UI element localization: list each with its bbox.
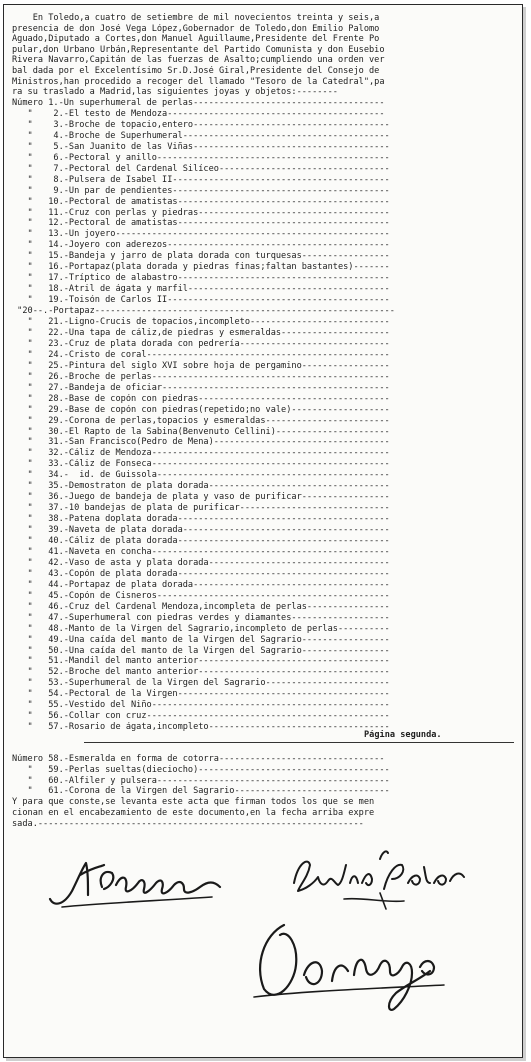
items-line: " 31.-San Francisco(Pedro de Mena)----------------------------------: [12, 437, 390, 448]
items-line: " 6.-Pectoral y anillo---------------------------------------------: [12, 152, 390, 163]
items-line: " 15.-Bandeja y jarro de plata dorada con turquesas-----------------: [12, 251, 390, 262]
items-line: " 10.-Pectoral de amatistas-----------------------------------------: [12, 196, 390, 207]
items-line: " 42.-Vaso de asta y plata dorada-----------------------------------: [12, 557, 390, 568]
items-line: " 24.-Cristo de coral-----------------------------------------------: [12, 349, 390, 360]
items-line: " 56.-Collar con cruz-----------------------------------------------: [12, 711, 390, 722]
items-line: " 50.-Una caída del manto de la Virgen del Sagrario-----------------: [12, 645, 390, 656]
items2-line: " 61.-Corona de la Virgen del Sagrario------------------------------: [12, 786, 390, 797]
items-line: " 39.-Naveta de plata dorada----------------------------------------: [12, 525, 390, 536]
page-marker-rule: [84, 742, 514, 743]
closing-line: cionan en el encabezamiento de este documento,en la fecha arriba expre: [12, 807, 375, 818]
intro-line: En Toledo,a cuatro de setiembre de mil novecientos treinta y seis,a: [12, 13, 380, 23]
signature-bottom: [224, 905, 464, 1015]
items-line: " 12.-Pectoral de amatistas-----------------------------------------: [12, 218, 390, 229]
items-line: " 45.-Copón de Cisneros---------------------------------------------: [12, 590, 390, 601]
items-line: " 9.-Un par de pendientes------------------------------------------: [12, 185, 390, 196]
intro-line: ra su traslado a Madrid,las siguientes joyas y objetos:--------: [12, 87, 338, 98]
items-line: " 49.-Una caída del manto de la Virgen del Sagrario-----------------: [12, 634, 390, 645]
items-line: " 18.-Atril de ágata y marfil---------------------------------------: [12, 284, 390, 295]
items-line: " 28.-Base de copón con piedras-------------------------------------: [12, 393, 390, 404]
items-line: " 52.-Broche del manto anterior-------------------------------------: [12, 667, 390, 678]
items-line: " 57.-Rosario de ágata,incompleto-----------------------------------: [12, 722, 390, 733]
items-line: " 27.-Bandeja de oficiar--------------------------------------------: [12, 382, 390, 393]
closing-line: Y para que conste,se levanta este acta que firman todos los que se men: [12, 797, 375, 807]
items-line: " 8.-Pulsera de Isabel II------------------------------------------: [12, 174, 390, 185]
intro-line: Rivera Navarro,Capitán de las fuerzas de Asalto;cumpliendo una orden ver: [12, 55, 385, 66]
items-line: " 29.-Corona de perlas,topacios y esmeraldas------------------------: [12, 415, 390, 426]
items2-line: " 60.-Alfiler y pulsera---------------------------------------------: [12, 775, 390, 786]
items-line: " 36.-Juego de bandeja de plata y vaso de purificar-----------------: [12, 492, 390, 503]
items-line: Número 1.-Un superhumeral de perlas-------------------------------------: [12, 98, 385, 108]
items2-line: " 59.-Perlas sueltas(dieciocho)-------------------------------------: [12, 764, 390, 775]
items-line: " 47.-Superhumeral con piedras verdes y diamantes-------------------: [12, 612, 390, 623]
items-line: " 19.-Toisón de Carlos II-------------------------------------------: [12, 295, 390, 306]
items-line: " 32.-Cáliz de Mendoza----------------------------------------------: [12, 448, 390, 459]
items-line: "20--.-Portapaz----------------------------------------------------------: [12, 306, 395, 317]
items-line: " 3.-Broche de topacio,entero--------------------------------------: [12, 119, 390, 130]
items-line: " 17.-Tríptico de alabastro-----------------------------------------: [12, 273, 390, 284]
items2-line: Número 58.-Esmeralda en forma de cotorra--------------------------------: [12, 754, 385, 764]
items-line: " 54.-Pectoral de la Virgen-----------------------------------------: [12, 689, 390, 700]
items-line: " 23.-Cruz de plata dorada con pedrería-----------------------------: [12, 338, 390, 349]
items-line: " 14.-Joyero con aderezos-------------------------------------------: [12, 240, 390, 251]
items-line: " 13.-Un joyero-----------------------------------------------------: [12, 229, 390, 240]
items-line: " 41.-Naveta en concha----------------------------------------------: [12, 546, 390, 557]
document-page: [3, 4, 523, 1058]
items-line: " 44.-Portapaz de plata dorada--------------------------------------: [12, 579, 390, 590]
items-line: " 16.-Portapaz(plata dorada y piedras finas;faltan bastantes)-------: [12, 262, 390, 273]
signature-emilio-palomo: [284, 843, 474, 913]
items-line: " 29.-Base de copón con piedras(repetido;no vale)-------------------: [12, 404, 390, 415]
intro-line: bal dada por el Excelentísimo Sr.D.José Giral,Presidente del Consejo de: [12, 66, 380, 76]
items-line: " 38.-Patena doplata dorada-----------------------------------------: [12, 514, 390, 525]
items-line: " 4.-Broche de Superhumeral----------------------------------------: [12, 130, 390, 141]
items-line: " 22.-Una tapa de cáliz,de piedras y esmeraldas---------------------: [12, 327, 390, 338]
items-line: " 34.- id. de Guissola---------------------------------------------: [12, 470, 390, 481]
items-line: " 26.-Broche de perlas----------------------------------------------: [12, 371, 390, 382]
items-line: " 40.-Cáliz de plata dorada-----------------------------------------: [12, 536, 390, 546]
items-line: " 46.-Cruz del Cardenal Mendoza,incompleta de perlas----------------: [12, 601, 390, 612]
items-line: " 25.-Pintura del siglo XVI sobre hoja de pergamino-----------------: [12, 360, 390, 371]
items-line: " 33.-Cáliz de Fonseca----------------------------------------------: [12, 459, 390, 470]
items-line: " 37.-10 bandejas de plata de purificar-----------------------------: [12, 503, 390, 514]
items-line: " 55.-Vestido del Niño----------------------------------------------: [12, 700, 390, 711]
items-line: " 51.-Mandil del manto anterior-------------------------------------: [12, 656, 390, 667]
page-marker: Página segunda.: [364, 730, 442, 740]
items-line: " 43.-Copón de plata dorada-----------------------------------------: [12, 568, 390, 579]
items-line: " 35.-Demostraton de plata dorada-----------------------------------: [12, 481, 390, 492]
items-line: " 21.-Ligno-Crucis de topacios,incompleto---------------------------: [12, 317, 390, 327]
intro-line: Aguado,Diputado a Cortes,don Manuel Aguillaume,Presidente del Frente Po: [12, 34, 380, 45]
items-line: " 2.-El testo de Mendoza------------------------------------------: [12, 108, 385, 119]
items-line: " 48.-Manto de la Virgen del Sagrario,incompleto de perlas----------: [12, 623, 390, 634]
closing-line: sada.---------------------------------------------------------------: [12, 818, 364, 829]
signature-left: [42, 847, 232, 917]
items-line: " 5.-San Juanito de las Viñas--------------------------------------: [12, 141, 390, 152]
items-line: " 7.-Pectoral del Cardenal Silíceo---------------------------------: [12, 163, 390, 174]
items-line: " 11.-Cruz con perlas y piedras-------------------------------------: [12, 207, 390, 218]
items-line: " 30.-El Rapto de la Sabina(Benvenuto Cellini)----------------------: [12, 426, 390, 437]
intro-line: Ministros,han procedido a recoger del llamado "Tesoro de la Catedral",pa: [12, 76, 385, 87]
intro-line: presencia de don José Vega López,Gobernador de Toledo,don Emilio Palomo: [12, 23, 380, 34]
intro-line: pular,don Urbano Urbán,Representante del Partido Comunista y don Eusebio: [12, 44, 385, 55]
items-line: " 53.-Superhumeral de la Virgen del Sagrario------------------------: [12, 678, 390, 689]
